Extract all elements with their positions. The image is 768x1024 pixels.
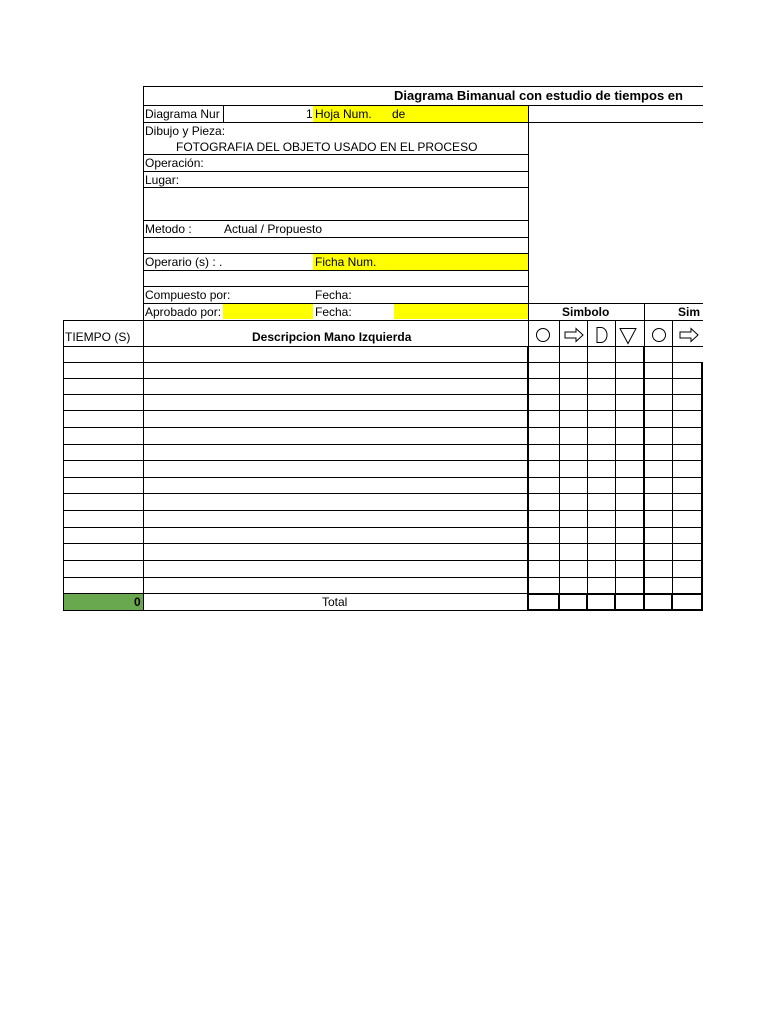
- aprobado-label: Aprobado por:: [145, 305, 222, 319]
- hoja-num-label: Hoja Num.: [315, 107, 372, 121]
- delay-d-icon: [595, 326, 609, 344]
- operario-label: Operario (s) : .: [145, 255, 223, 269]
- simbolo-left-label: Simbolo: [562, 305, 610, 319]
- total-time-cell: [63, 594, 143, 610]
- aprobado-highlight: [223, 303, 313, 319]
- diagrama-num-value[interactable]: 1: [306, 107, 313, 121]
- storage-triangle-icon: [619, 327, 637, 345]
- total-time-value: 0: [134, 595, 141, 609]
- dibujo-pieza-label: Dibujo y Pieza:: [145, 124, 226, 138]
- de-label: de: [392, 107, 406, 121]
- fecha-compuesto-label: Fecha:: [315, 288, 352, 302]
- tiempo-column-header: TIEMPO (S): [65, 330, 131, 344]
- descripcion-column-header: Descripcion Mano Izquierda: [252, 330, 412, 344]
- compuesto-label: Compuesto por:: [145, 288, 231, 302]
- ficha-num-label: Ficha Num.: [315, 255, 377, 269]
- fecha-aprobado-highlight: [394, 303, 528, 319]
- diagrama-num-label: Diagrama Nur: [145, 107, 220, 121]
- metodo-value: Actual / Propuesto: [224, 222, 323, 236]
- metodo-label: Metodo :: [145, 222, 192, 236]
- transport-arrow-icon: [564, 327, 584, 343]
- fotografia-text: FOTOGRAFIA DEL OBJETO USADO EN EL PROCESO: [176, 140, 478, 154]
- simbolo-right-label: Sim: [678, 305, 701, 319]
- operation-circle-icon: [535, 327, 551, 343]
- transport-arrow-icon: [679, 327, 699, 343]
- fecha-aprobado-label: Fecha:: [315, 305, 352, 319]
- total-label: Total: [322, 595, 348, 609]
- operation-circle-icon: [651, 327, 667, 343]
- page-title: Diagrama Bimanual con estudio de tiempos en: [394, 88, 683, 103]
- lugar-label: Lugar:: [145, 173, 180, 187]
- operacion-label: Operación:: [145, 156, 204, 170]
